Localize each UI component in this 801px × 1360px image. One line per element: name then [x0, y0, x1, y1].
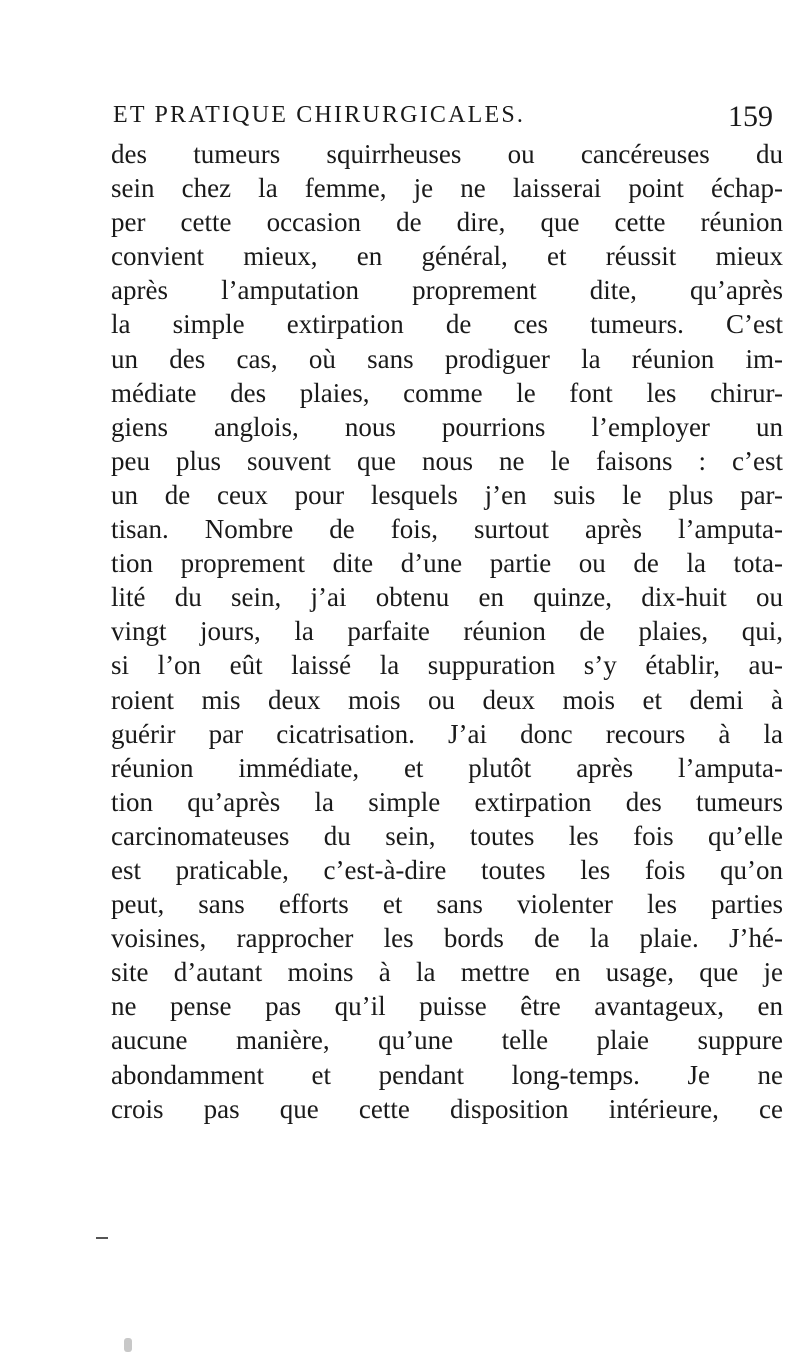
text-line: réunion immédiate, et plutôt après l’amputa-	[111, 752, 783, 783]
text-line: un de ceux pour lesquels j’en suis le plus par-	[111, 479, 783, 510]
text-line: giens anglois, nous pourrions l’employer un	[111, 411, 783, 442]
text-line: est praticable, c’est-à-dire toutes les fois qu’on	[111, 854, 783, 885]
text-line: peu plus souvent que nous ne le faisons : c’est	[111, 445, 783, 476]
running-title: ET PRATIQUE CHIRURGICALES.	[113, 102, 526, 128]
text-line: des tumeurs squirrheuses ou cancéreuses du	[111, 139, 783, 169]
text-line: roient mis deux mois ou deux mois et demi à	[111, 684, 783, 715]
text-line: per cette occasion de dire, que cette réunion	[111, 207, 783, 238]
paper-spot	[124, 1338, 132, 1352]
text-line: abondamment et pendant long-temps. Je ne	[111, 1059, 783, 1090]
text-line: voisines, rapprocher les bords de la plaie. J’hé-	[111, 923, 783, 954]
text-line: crois pas que cette disposition intérieure, ce	[111, 1093, 783, 1124]
text-line: après l’amputation proprement dite, qu’après	[111, 275, 783, 306]
text-line: convient mieux, en général, et réussit mieux	[111, 241, 783, 272]
text-line: peut, sans efforts et sans violenter les parties	[111, 889, 783, 920]
text-line: sein chez la femme, je ne laisserai point échap-	[111, 173, 783, 204]
text-line: guérir par cicatrisation. J’ai donc recours à la	[111, 718, 783, 749]
text-line: si l’on eût laissé la suppuration s’y établir, au-	[111, 650, 783, 681]
text-line: la simple extirpation de ces tumeurs. C’est	[111, 309, 783, 340]
text-line: site d’autant moins à la mettre en usage, que je	[111, 957, 783, 988]
text-line: aucune manière, qu’une telle plaie suppure	[111, 1025, 783, 1056]
running-head	[113, 100, 773, 140]
text-line: tion proprement dite d’une partie ou de la tota-	[111, 548, 783, 579]
body-text	[111, 137, 783, 1126]
text-line: tion qu’après la simple extirpation des tumeurs	[111, 786, 783, 817]
text-line: ne pense pas qu’il puisse être avantageux, en	[111, 991, 783, 1022]
text-line: un des cas, où sans prodiguer la réunion im-	[111, 343, 783, 374]
text-line: carcinomateuses du sein, toutes les fois qu’elle	[111, 820, 783, 851]
text-line: lité du sein, j’ai obtenu en quinze, dix-huit ou	[111, 582, 783, 613]
page-number: 159	[728, 100, 773, 133]
text-line: tisan. Nombre de fois, surtout après l’amputa-	[111, 514, 783, 545]
print-mark	[96, 1237, 108, 1239]
text-line: vingt jours, la parfaite réunion de plaies, qui,	[111, 616, 783, 647]
text-line: médiate des plaies, comme le font les chirur-	[111, 377, 783, 408]
